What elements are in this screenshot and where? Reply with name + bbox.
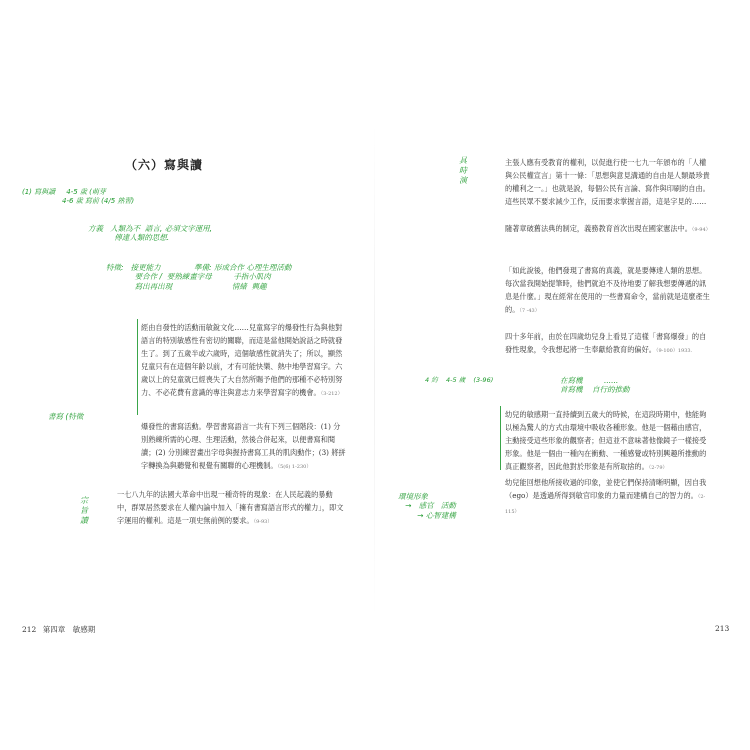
handwritten-note-environment: 環境形象 → 感官 活動 → 心智建構	[398, 492, 456, 520]
handwritten-note-writing: 書寫 (特徵	[48, 412, 84, 421]
page-title: （六）寫與讀	[125, 158, 204, 172]
book-gutter	[374, 120, 375, 620]
margin-line-right	[500, 406, 501, 470]
right-paragraph-1: 主張人應有受教育的權利，以促進行使一七九一年頒布的「人權與公民權宣言」第十一條：「思想與意見溝通的自由是人類最珍貴的權利之一。」也就是說，每個公民有言論、寫作與印刷的自由。這些民眾不要求減少工作，反而要求掌握言語，這是字見的……	[505, 158, 710, 206]
handwritten-note-age: 4 約 4-5 歲 (3-96)	[425, 376, 494, 384]
handwritten-note-purpose: 宗 旨 讀	[80, 496, 88, 525]
right-folio	[715, 624, 729, 633]
right-paragraph-3: 「如此說後，他們發現了書寫的真義，就是要傳達人類的思想。每次當我開始提筆時，他們就迫不及待地要了解我想要傳遞的訊息是什麼。」現在經常在使用的一些書寫命令，當前就是這麼產生的。（7 -43）	[505, 266, 710, 314]
left-paragraph-1: 經由自發性的活動而敏銳文化……兒童寫字的爆發性行為與他對語言的特別敏感性有密切的關聯，而這是當他開始說話之時就發生了。到了五歲半或六歲時，這個敏感性就消失了；所以，顯然兒童只有在這個年齡以前，才有可能快樂、熱中地學習寫字。六歲以上的兒童就已經喪失了大自然所賜予他們的那種不必特別努力、不必花費有意識的專注與意志力來學習寫字的機會。（3-212）	[141, 323, 343, 397]
margin-line-left	[137, 319, 138, 415]
handwritten-note-features: 特徵: 接更能力 準備: 形成合作 心理生理活動 要合作 / 要熟練畫字母 手指小肌肉 寫出再出現 情緒 興趣	[106, 263, 292, 291]
right-page-number: 213	[715, 624, 730, 633]
right-paragraph-2: 隨著章破舊法典的制定，義務教育首次出現在國家憲法中。（9-94）	[505, 224, 711, 233]
handwritten-note-right-margin: 具 時 演	[459, 156, 467, 185]
handwritten-note-definition: 方義 人類為不 語言, 必須文字運用, 傳達人類的思想.	[88, 224, 213, 243]
left-folio	[22, 624, 95, 635]
right-paragraph-5: 幼兒的敏感期一直持續到五歲大的時候，在這段時期中，他能夠以極為驚人的方式由環境中吸收各種形象。他是一個藉由感官，主動接受這些形象的觀察者；但這並不意味著他像鏡子一樣接受形象。他是一個由一種內在衝動、一種感覺或特別興趣所推動的真正觀察者，因此他對於形象是有所取捨的。（2-79）	[505, 410, 707, 471]
right-paragraph-6: 幼兒能回想他所接收過的印象，並使它們保持清晰明顯，因自我（ego）是透過所得到敏官印象的力量而建構自己的智力的。（2-115）	[505, 478, 707, 515]
handwritten-note-observer: 在寫機 ...... 首寫機 自行的推動	[560, 376, 630, 395]
left-paragraph-3: 一七八九年的法國大革命中出現一種奇特的現象：在人民起義的暴動中，群眾居然要求在人權內論中加入「擁有書寫語言形式的權力」，即文字運用的權利。這是一項史無前例的要求。（9-93）	[117, 490, 344, 525]
left-chapter-title: 第四章 敏感期	[42, 625, 96, 634]
left-paragraph-2: 爆發性的書寫活動。學習書寫語言一共有下列三個階段：(1) 分別熟練所需的心理、生理活動，然後合併起來，以便書寫和閱讀；(2) 分別練習畫出字母與握持書寫工具的肌肉動作；(3) 將拼字轉換為與聽覺和視覺有關聯的心理機制。（5(6) 1-230）	[141, 422, 346, 470]
left-page-number: 212	[22, 625, 37, 634]
handwritten-note-reading-writing: (1) 寫與讀 4-5 歲 (萌芽 4-6 歲 寫前 (4/5 熟習)	[22, 188, 135, 205]
right-paragraph-4: 四十多年前，由於在四歲幼兒身上看見了這樣「書寫爆發」的自發性現象，令我想起將一生奉獻給教育的偏好。（9-100）1933.	[505, 332, 707, 354]
